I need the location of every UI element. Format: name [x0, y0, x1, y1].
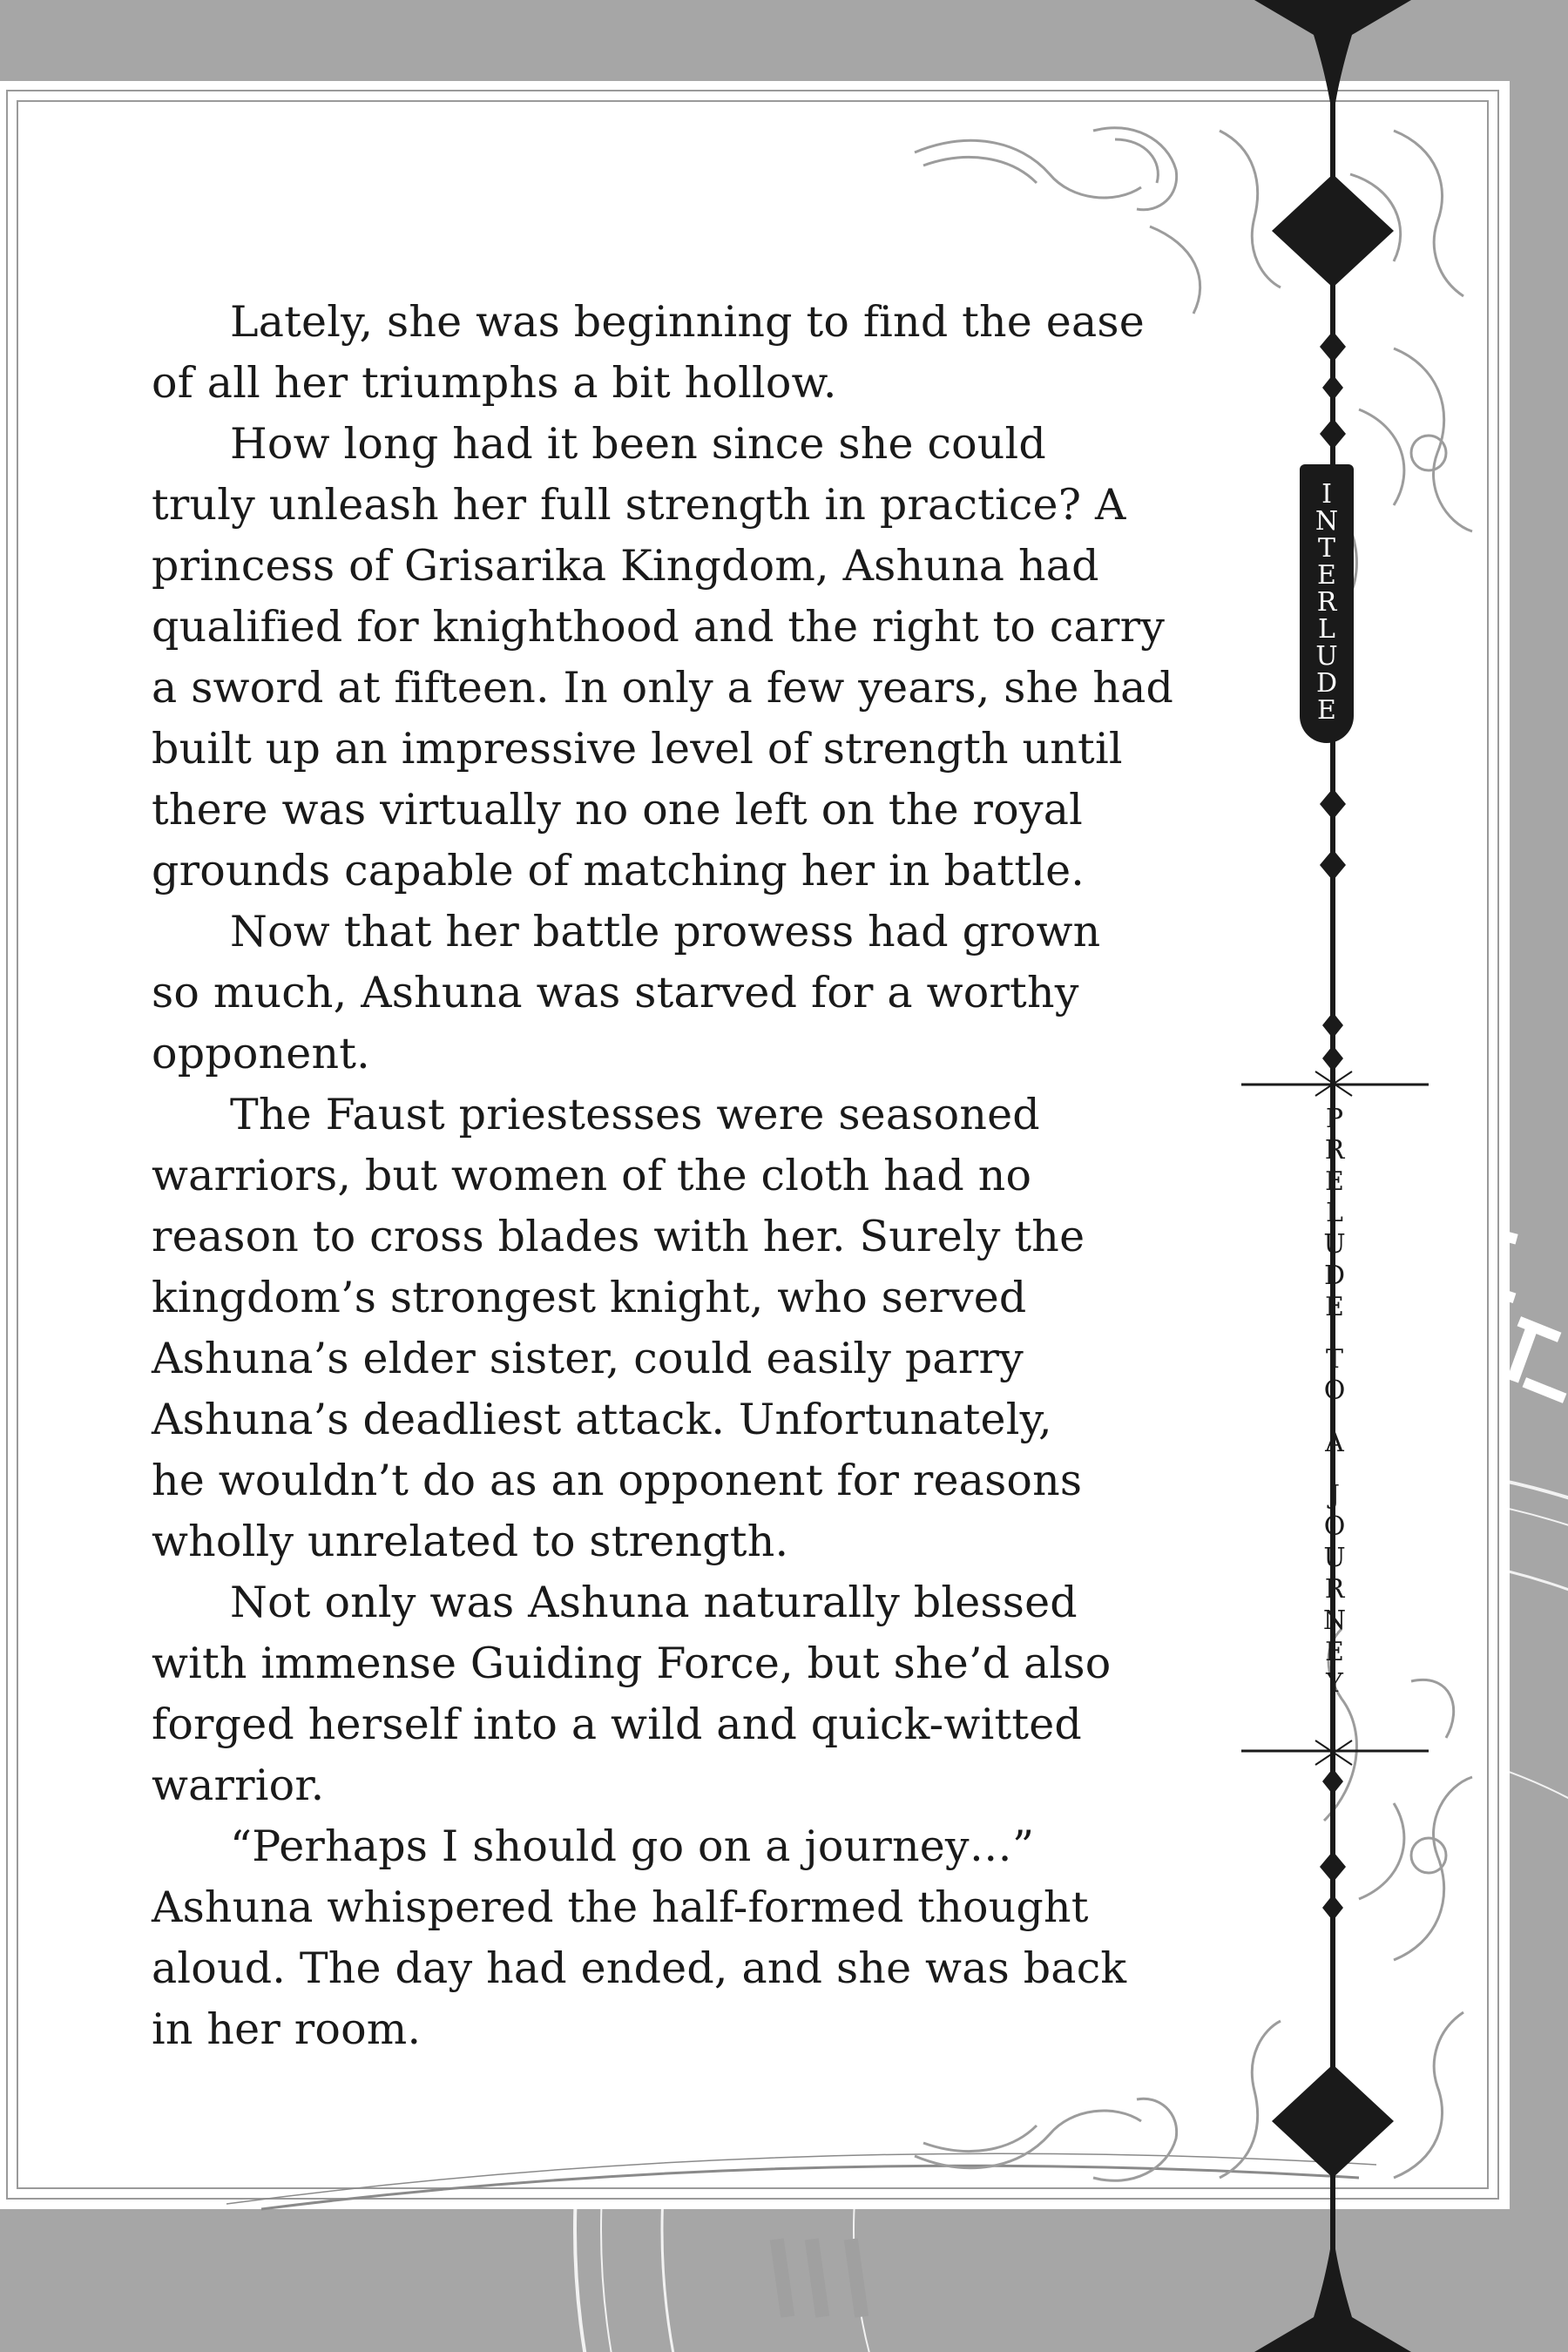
vertical-letter: N	[1315, 506, 1339, 537]
vertical-letter: U	[1323, 1229, 1346, 1260]
text-line: “Perhaps I should go on a journey…”	[230, 1821, 1035, 1871]
text-line: Lately, she was beginning to find the ease	[230, 297, 1145, 347]
text-line: built up an impressive level of strength until	[152, 724, 1123, 774]
text-line: aloud. The day had ended, and she was back	[152, 1943, 1127, 1993]
vertical-letter: N	[1322, 1605, 1347, 1636]
paragraph	[152, 1572, 1258, 1816]
text-line: Ashuna’s elder sister, could easily parry	[152, 1334, 1024, 1383]
text-line: grounds capable of matching her in battle.	[152, 846, 1085, 896]
paragraph	[152, 1816, 1258, 2060]
vertical-letter: U	[1323, 1543, 1346, 1573]
text-line: Not only was Ashuna naturally blessed	[230, 1578, 1078, 1627]
text-line: so much, Ashuna was starved for a worthy	[152, 968, 1079, 1017]
text-line: reason to cross blades with her. Surely the	[152, 1212, 1085, 1261]
vertical-letter: R	[1324, 1135, 1345, 1166]
vertical-letter: L	[1318, 614, 1335, 645]
vertical-letter: E	[1325, 1166, 1344, 1197]
text-line: qualified for knighthood and the right to carry	[152, 602, 1166, 652]
text-line: Now that her battle prowess had grown	[230, 907, 1101, 956]
paragraph	[152, 1085, 1258, 1572]
text-line: a sword at fifteen. In only a few years, she had	[152, 663, 1174, 713]
text-line: How long had it been since she could	[230, 419, 1046, 469]
text-line: warriors, but women of the cloth had no	[152, 1151, 1032, 1200]
vertical-letter: R	[1316, 587, 1337, 618]
vertical-letter: J	[1328, 1480, 1341, 1511]
vertical-letter: E	[1325, 1292, 1344, 1322]
vertical-letter: T	[1317, 533, 1335, 564]
text-line: The Faust priestesses were seasoned	[230, 1090, 1040, 1139]
text-line: he wouldn’t do as an opponent for reasons	[152, 1456, 1083, 1505]
text-line: warrior.	[152, 1761, 325, 1810]
vertical-letter: D	[1323, 1260, 1346, 1291]
vertical-letter: D	[1315, 668, 1338, 699]
vertical-letter: O	[1323, 1375, 1346, 1406]
vertical-letter: R	[1324, 1574, 1345, 1605]
vertical-letter: E	[1317, 695, 1336, 726]
paragraph	[152, 292, 1258, 414]
text-line: princess of Grisarika Kingdom, Ashuna had	[152, 541, 1099, 591]
text-line: truly unleash her full strength in practice? A	[152, 480, 1126, 530]
text-line: kingdom’s strongest knight, who served	[152, 1273, 1027, 1322]
vertical-letter: T	[1325, 1344, 1343, 1375]
chapter-subtitle	[1311, 1106, 1358, 1702]
vertical-letter: O	[1323, 1511, 1346, 1542]
text-line: forged herself into a wild and quick-witted	[152, 1700, 1082, 1749]
text-line: with immense Guiding Force, but she’d also	[152, 1639, 1112, 1688]
interlude-section-tab	[1300, 464, 1354, 743]
vertical-letter: E	[1317, 560, 1336, 591]
body-text	[152, 292, 1258, 2060]
vertical-letter: Y	[1326, 1668, 1343, 1699]
text-line: in her room.	[152, 2004, 422, 2054]
paragraph	[152, 414, 1258, 902]
bottom-roman-numeral	[770, 2238, 868, 2317]
vertical-letter: U	[1315, 641, 1338, 672]
vertical-letter: A	[1325, 1428, 1344, 1458]
vertical-letter: L	[1326, 1198, 1343, 1228]
text-line: there was virtually no one left on the royal	[152, 785, 1084, 835]
text-line: wholly unrelated to strength.	[152, 1517, 789, 1566]
vertical-letter: I	[1321, 479, 1332, 510]
text-line: of all her triumphs a bit hollow.	[152, 358, 837, 408]
text-line: Ashuna whispered the half-formed thought	[152, 1882, 1089, 1932]
text-line: Ashuna’s deadliest attack. Unfortunately,	[152, 1395, 1052, 1444]
vertical-letter: P	[1325, 1104, 1344, 1134]
text-line: opponent.	[152, 1029, 370, 1078]
paragraph	[152, 902, 1258, 1085]
vertical-letter: E	[1325, 1637, 1344, 1667]
